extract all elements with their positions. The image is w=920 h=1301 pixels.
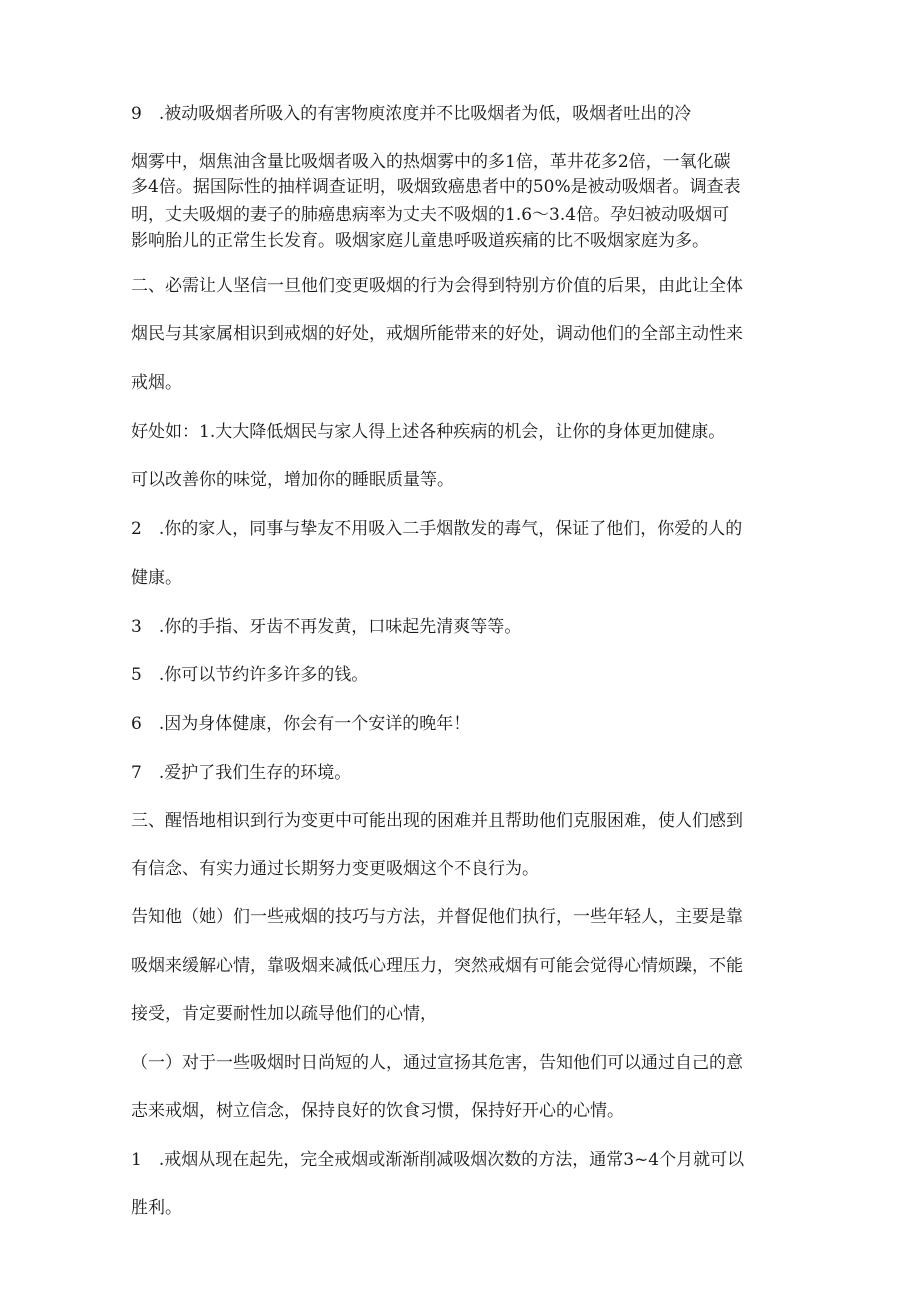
text-line: 吸烟来缓解心情，靠吸烟来减低心理压力，突然戒烟有可能会觉得心情烦躁，不能 [131,956,743,976]
text-line: 胜利。 [131,1198,182,1218]
text-line: 志来戒烟，树立信念，保持良好的饮食习惯，保持好开心的心情。 [131,1101,624,1121]
text-line: 1 .戒烟从现在起先，完全戒烟或渐渐削减吸烟次数的方法，通常3~4个月就可以 [131,1150,745,1170]
text-line: 3 .你的手指、牙齿不再发黄，口味起先清爽等等。 [131,617,522,637]
text-line: 三、醒悟地相识到行为变更中可能出现的困难并且帮助他们克服困难，使人们感到 [131,811,743,831]
text-line: 6 .因为身体健康，你会有一个安详的晚年！ [131,714,471,734]
text-line: 接受，肯定要耐性加以疏导他们的心情， [131,1004,437,1024]
text-line: 5 .你可以节约许多许多的钱。 [131,665,369,685]
text-line: 7 .爱护了我们生存的环境。 [131,763,352,783]
text-line: 好处如：1.大大降低烟民与家人得上述各种疾病的机会，让你的身体更加健康。 [131,422,726,442]
text-line: 2 .你的家人，同事与挚友不用吸入二手烟散发的毒气，保证了他们，你爱的人的 [131,519,743,539]
text-line: （一）对于一些吸烟时日尚短的人，通过宣扬其危害，告知他们可以通过自己的意 [131,1053,743,1073]
text-line: 有信念、有实力通过长期努力变更吸烟这个不良行为。 [131,859,539,879]
text-line: 多4倍。据国际性的抽样调查证明，吸烟致癌患者中的50%是被动吸烟者。调查表 [131,177,741,197]
text-line: 9 .被动吸烟者所吸入的有害物庾浓度并不比吸烟者为低，吸烟者吐出的冷 [131,104,692,124]
text-line: 健康。 [131,568,182,588]
text-line: 烟民与其家属相识到戒烟的好处，戒烟所能带来的好处，调动他们的全部主动性来 [131,324,743,344]
text-line: 烟雾中，烟焦油含量比吸烟者吸入的热烟雾中的多1倍，革井花多2倍，一氧化碳 [131,152,731,172]
text-line: 告知他（她）们一些戒烟的技巧与方法，并督促他们执行，一些年轻人，主要是靠 [131,907,743,927]
text-line: 影响胎儿的正常生长发育。吸烟家庭儿童患呼吸道疾痛的比不吸烟家庭为多。 [131,231,709,251]
text-line: 可以改善你的味觉，增加你的睡眠质量等。 [131,470,454,490]
text-line: 戒烟。 [131,373,182,393]
text-line: 明，丈夫吸烟的妻子的肺癌患病率为丈夫不吸烟的1.6～3.4倍。孕妇被动吸烟可 [131,205,730,225]
text-line: 二、必需让人坚信一旦他们变更吸烟的行为会得到特别方价值的后果，由此让全体 [131,276,743,296]
